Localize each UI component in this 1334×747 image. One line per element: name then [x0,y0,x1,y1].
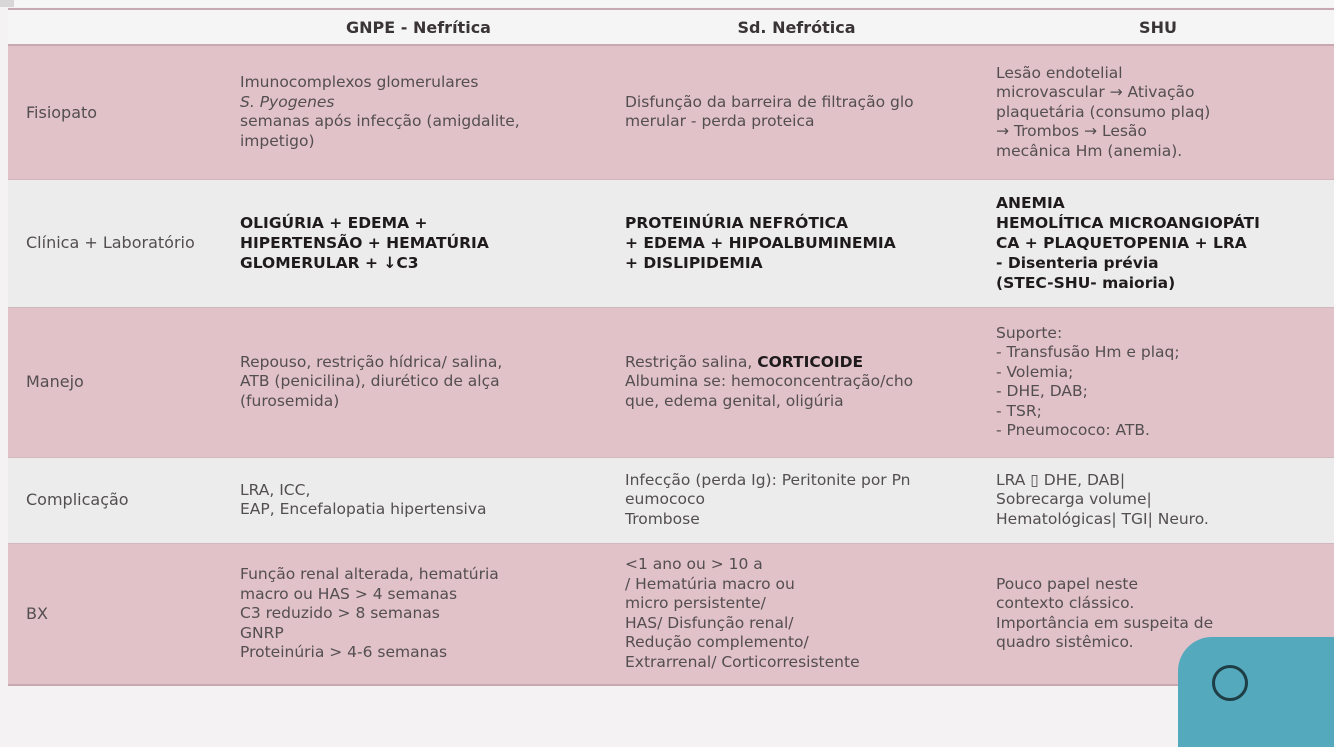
text-line: (STEC-SHU- maioria) [996,274,1176,292]
cell-nefrotica [611,307,982,457]
text-line: micro persistente/ [625,594,766,613]
text-line: Disfunção da barreira de filtração glo [625,92,914,111]
text-line: / Hematúria macro ou [625,574,795,593]
text-line: que, edema genital, oligúria [625,391,844,410]
top-bar-mark [0,0,14,7]
text-line: Repouso, restrição hídrica/ salina, [240,352,503,371]
text-line: HEMOLÍTICA MICROANGIOPÁTI [996,214,1260,232]
row-label: Fisiopato [8,45,226,179]
cell-gnpe [226,543,611,685]
text-line: HIPERTENSÃO + HEMATÚRIA [240,234,489,252]
cell-shu [982,457,1334,543]
comparison-table [8,8,1334,686]
text-line: - Transfusão Hm e plaq; [996,343,1180,361]
header-empty [8,9,226,45]
cell-shu [982,179,1334,307]
cell-shu [982,45,1334,179]
text-line: LRA, ICC, [240,480,311,499]
text-line: <1 ano ou > 10 a [625,555,763,574]
cell-nefrotica [611,179,982,307]
header-gnpe: GNPE - Nefrítica [226,9,611,45]
cell-nefrotica [611,543,982,685]
text-prefix: Restrição salina, [625,352,758,371]
text-line: OLIGÚRIA + EDEMA + [240,214,428,232]
text-line: semanas após infecção (amigdalite, [240,112,520,131]
cell-nefrotica [611,45,982,179]
chat-bubble-icon [1212,665,1248,701]
text-line: Lesão endotelial [996,63,1123,82]
row-label: Clínica + Laboratório [8,179,226,307]
cell-shu [982,307,1334,457]
text-line: Hematológicas| TGI| Neuro. [996,509,1209,528]
row-label: BX [8,543,226,685]
text-line: Pouco papel neste [996,574,1139,593]
text-line: ANEMIA [996,194,1065,212]
text-line: - TSR; [996,401,1042,420]
text-line: + DISLIPIDEMIA [625,254,763,272]
cell-gnpe [226,45,611,179]
header-shu: SHU [982,9,1334,45]
text-line: eumococo [625,490,705,509]
text-line: - Volemia; [996,362,1074,381]
row-clinica [8,179,1334,307]
text-line: GLOMERULAR + ↓C3 [240,254,419,272]
text-line: LRA ▯ DHE, DAB| [996,470,1126,489]
text-line: quadro sistêmico. [996,633,1134,652]
text-line: Albumina se: hemoconcentração/cho [625,372,914,391]
text-line: EAP, Encefalopatia hipertensiva [240,500,487,518]
cell-gnpe [226,179,611,307]
top-bar [0,0,1334,7]
text-line: S. Pyogenes [240,92,335,111]
text-line: Infecção (perda Ig): Peritonite por Pn [625,470,911,489]
text-line: Proteinúria > 4-6 semanas [240,643,448,661]
text-line: HAS/ Disfunção renal/ [625,613,794,632]
text-line: Trombose [625,509,700,528]
text-line: - DHE, DAB; [996,382,1088,400]
text-line: PROTEINÚRIA NEFRÓTICA [625,214,849,232]
text-line: Suporte: [996,323,1063,342]
text-line: CA + PLAQUETOPENIA + LRA [996,234,1247,252]
row-label: Manejo [8,307,226,457]
text-line: contexto clássico. [996,594,1135,613]
text-line: → Trombos → Lesão [996,122,1147,140]
text-line: Sobrecarga volume| [996,490,1152,509]
text-line: mecânica Hm (anemia). [996,141,1183,160]
text-line: GNRP [240,623,284,642]
header-nefrotica: Sd. Nefrótica [611,9,982,45]
text-line: Importância em suspeita de [996,613,1214,632]
row-fisiopato [8,45,1334,179]
text-line: - Disenteria prévia [996,254,1159,272]
text-line: plaquetária (consumo plaq) [996,102,1211,121]
text-line: ATB (penicilina), diurético de alça [240,372,500,391]
text-line: microvascular → Ativação [996,83,1195,101]
text-line: Extrarrenal/ Corticorresistente [625,652,860,671]
cell-gnpe [226,307,611,457]
text-line: (furosemida) [240,391,340,410]
cell-gnpe [226,457,611,543]
text-line: - Pneumococo: ATB. [996,421,1150,439]
row-manejo [8,307,1334,457]
text-line: macro ou HAS > 4 semanas [240,584,458,603]
row-label: Complicação [8,457,226,543]
header-row [8,9,1334,45]
text-line: merular - perda proteica [625,112,815,131]
text-line: + EDEMA + HIPOALBUMINEMIA [625,234,896,252]
row-bx [8,543,1334,685]
text-line: Imunocomplexos glomerulares [240,73,479,92]
text-line: Função renal alterada, hematúria [240,565,499,583]
text-line: Redução complemento/ [625,633,809,652]
text-line [625,353,968,373]
chat-widget-button[interactable] [1178,637,1334,747]
cell-nefrotica [611,457,982,543]
row-complicacao [8,457,1334,543]
text-line: impetigo) [240,131,315,150]
text-emphasis: CORTICOIDE [757,352,864,371]
text-line: C3 reduzido > 8 semanas [240,604,440,622]
